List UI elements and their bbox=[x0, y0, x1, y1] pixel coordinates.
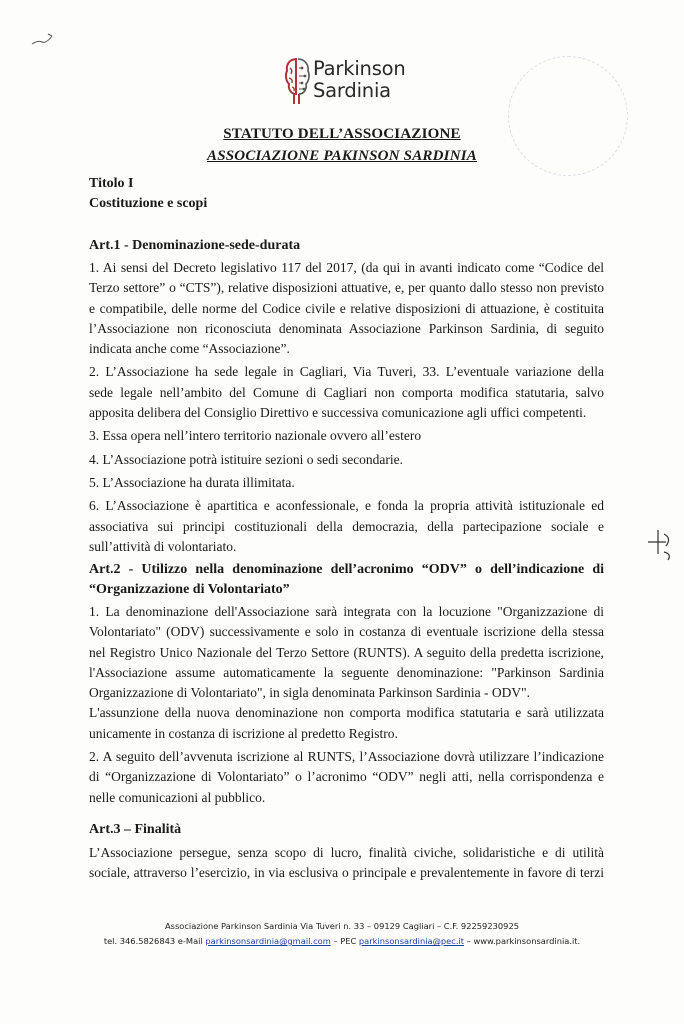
art1-line: apposita delibera del Consiglio Direttivo e successiva comunicazione agli uffici competenti. bbox=[89, 405, 587, 421]
initials-mark-icon bbox=[646, 524, 676, 564]
titolo-subtitle: Costituzione e scopi bbox=[89, 196, 208, 211]
art2-line: l'Associazione assume automaticamente la seguente denominazione: "Parkinson Sardinia bbox=[89, 664, 604, 680]
art2-heading-line2: “Organizzazione di Volontariato” bbox=[89, 582, 290, 597]
art1-line: 5. L’Associazione ha durata illimitata. bbox=[89, 474, 295, 490]
art1-line: sede legale nell’ambito del Comune di Cagliari non comporta modifica statutaria, salvo bbox=[89, 384, 604, 400]
art2-heading bbox=[89, 560, 604, 600]
art2-line: unicamente in costanza di iscrizione al predetto Registro. bbox=[89, 725, 398, 741]
art3-body bbox=[89, 843, 604, 884]
art2-body bbox=[89, 602, 604, 808]
brain-logo-icon bbox=[283, 56, 311, 106]
logo-line1: Parkinson bbox=[313, 57, 406, 80]
art2-line: L'assunzione della nuova denominazione non comporta modifica statutaria e sarà utilizzata bbox=[89, 705, 604, 721]
art1-line: e compatibile, delle norme del Codice civile e relative disposizioni di attuazione, è costituita bbox=[89, 300, 604, 316]
art1-line: 2. L’Associazione ha sede legale in Cagliari, Via Tuveri, 33. L’eventuale variazione della bbox=[89, 364, 604, 380]
art1-line: indicata anche come “Associazione”. bbox=[89, 341, 290, 357]
footer-contacts bbox=[0, 936, 684, 946]
titolo-label: Titolo I bbox=[89, 176, 134, 191]
art2-heading-line1: Art.2 - Utilizzo nella denominazione dell’acronimo “ODV” o dell’indicazione di bbox=[89, 562, 604, 577]
logo-line2: Sardinia bbox=[313, 79, 391, 102]
logo bbox=[283, 56, 433, 112]
art1-line: 1. Ai sensi del Decreto legislativo 117 del 2017, (da qui in avanti indicato come “Codice del bbox=[89, 260, 604, 275]
art1-line: associativa sui principi costituzionali della democrazia, della partecipazione sociale e bbox=[89, 518, 604, 534]
art1-line: 3. Essa opera nell’intero territorio nazionale ovvero all’estero bbox=[89, 428, 422, 444]
art1-body bbox=[89, 258, 604, 557]
art1-line: l’Associazione non riconosciuta denominata Associazione Parkinson Sardinia, di seguito bbox=[89, 320, 604, 336]
footer-email-link[interactable]: parkinsonsardinia@gmail.com bbox=[205, 936, 331, 946]
art2-line: 2. A seguito dell’avvenuta iscrizione al RUNTS, l’Associazione dovrà utilizzare l’indicazione bbox=[89, 749, 604, 765]
document-subtitle: ASSOCIAZIONE PAKINSON SARDINIA bbox=[207, 148, 477, 164]
footer-pec-label: – PEC bbox=[333, 936, 357, 946]
art3-line: L’Associazione persegue, senza scopo di lucro, finalità civiche, solidaristiche e di utilità bbox=[89, 845, 604, 860]
footer-address: Associazione Parkinson Sardinia Via Tuveri n. 33 – 09129 Cagliari – C.F. 92259230925 bbox=[164, 921, 520, 931]
art1-line: Terzo settore” o “CTS”), relative disposizioni attuative, e, per quanto dallo stesso non previsto bbox=[89, 280, 604, 296]
footer-pec-link[interactable]: parkinsonsardinia@pec.it bbox=[358, 936, 465, 946]
art1-heading: Art.1 - Denominazione-sede-durata bbox=[89, 238, 301, 253]
art2-line: nel Registro Unico Nazionale del Terzo Settore (RUNTS). A seguito della predetta iscrizione, bbox=[89, 644, 604, 660]
art1-line: 4. L’Associazione potrà istituire sezioni o sedi secondarie. bbox=[89, 451, 404, 467]
art2-line: nelle comunicazioni al pubblico. bbox=[89, 789, 266, 805]
art3-heading: Art.3 – Finalità bbox=[89, 822, 182, 837]
art2-line: di “Organizzazione di Volontariato” o l’acronimo “ODV” negli atti, nella corrispondenza e bbox=[89, 769, 604, 785]
art1-line: 6. L’Associazione è apartitica e aconfessionale, e fonda la propria attività istituzionale ed bbox=[89, 498, 604, 514]
art1-line: sull’attività di volontariato. bbox=[89, 538, 237, 554]
document-title: STATUTO DELL’ASSOCIAZIONE bbox=[223, 126, 461, 142]
footer-tel: tel. 346.5826843 e-Mail bbox=[103, 936, 203, 946]
art2-line: 1. La denominazione dell'Associazione sarà integrata con la locuzione "Organizzazione di bbox=[89, 604, 604, 619]
art3-line: sociale, attraverso l’esercizio, in via esclusiva o principale e prevalentemente in favore di terzi bbox=[89, 865, 604, 881]
footer-web: – www.parkinsonsardinia.it. bbox=[466, 936, 581, 946]
pen-mark-icon bbox=[30, 30, 60, 48]
logo-text bbox=[313, 58, 406, 102]
art2-line: Volontariato" (ODV) successivamente e solo in costanza di eventuale iscrizione della stessa bbox=[89, 624, 604, 640]
art2-line: Organizzazione di Volontariato", in sigla denominata Parkinson Sardinia - ODV". bbox=[89, 685, 531, 701]
